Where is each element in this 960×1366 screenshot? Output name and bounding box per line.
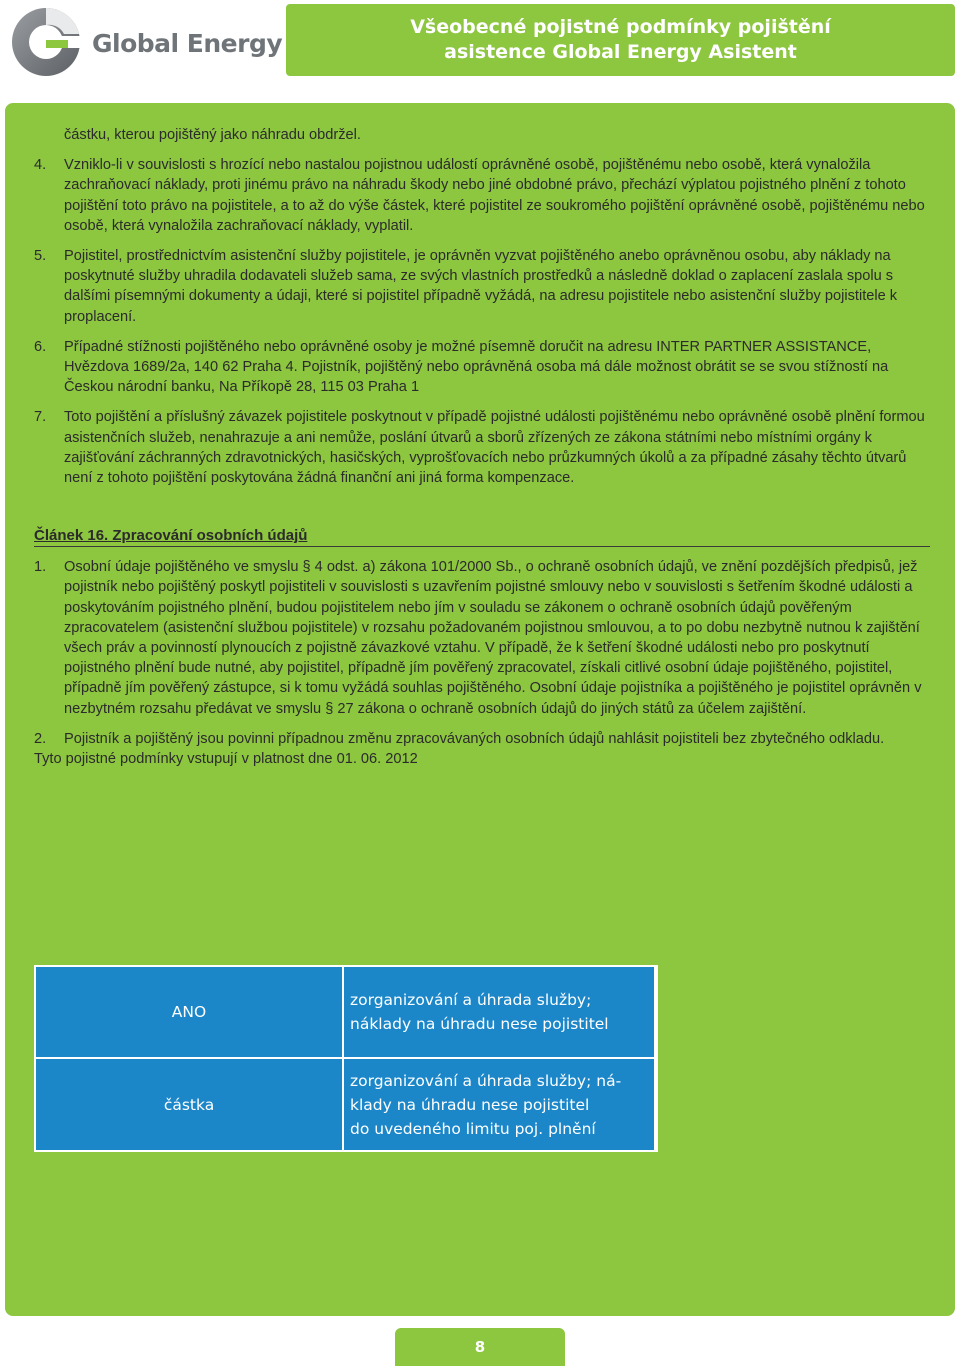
page-number: 8 <box>474 1338 486 1356</box>
page-number-tab <box>395 1328 565 1366</box>
item-text: Pojistitel, prostřednictvím asistenční služby pojistitele, je oprávněn vyzvat pojištěného anebo oprávněnou osobu, aby náklady na poskytnuté služby uhradila dodavateli služeb sama, ze svých vlastních prostředků a následně doklad o zaplacení zaslala spolu s dalšími písemnými dokumenty a údaji, které si pojistitel případně vyžádá, na adresu pojistitele nebo asistenční služby pojistitele k proplacení. <box>64 248 898 325</box>
list-item <box>34 729 930 749</box>
table-cell: ANO <box>36 967 342 1057</box>
list-item <box>34 155 930 236</box>
item-number: 4. <box>34 157 47 174</box>
article-heading: Článek 16. Zpracování osobních údajů <box>34 526 930 547</box>
table-cell: zorganizování a úhrada služby; náklady na úhradu nese pojistitel <box>344 967 654 1057</box>
coverage-table <box>34 965 658 1152</box>
item-text: Vzniklo-li v souvislosti s hrozící nebo nastalou pojistnou událostí oprávněné osobě, pojištěnému nebo osobě, která vynaložila zachraňovací náklady, proti jinému právo na náhradu škody nebo jiné obdobné právo, přechází výplatou pojistného plnění z tohoto pojištění toto právo na pojistitele, a to až do výše částek, které pojistitel ze soukromého pojištění oprávněné osobě, pojištěnému nebo osobě, která vynaložila zachraňovací náklady, vyplatil. <box>64 157 925 234</box>
logo <box>6 4 283 80</box>
list-item <box>34 407 930 488</box>
document-title-line2: asistence Global Energy Asistent <box>444 41 797 63</box>
table-cell: zorganizování a úhrada služby; ná- klady na úhradu nese pojistitel do uvedeného limitu poj. plnění <box>344 1059 654 1150</box>
content-text <box>34 125 930 769</box>
validity-statement: Tyto pojistné podmínky vstupují v platnost dne 01. 06. 2012 <box>34 751 418 768</box>
content-panel <box>5 103 955 1316</box>
document-title-line1: Všeobecné pojistné podmínky pojištění <box>410 16 831 38</box>
item-number: 7. <box>34 409 47 426</box>
document-title-banner <box>286 4 955 76</box>
item-number: 6. <box>34 338 47 355</box>
global-energy-logo-icon <box>6 4 86 80</box>
intro-continuation: částku, kterou pojištěný jako náhradu obdržel. <box>64 127 361 143</box>
list-item <box>34 557 930 719</box>
list-item <box>34 337 930 398</box>
item-text: Případné stížnosti pojištěného nebo oprávněné osoby je možné písemně doručit na adresu INTER PARTNER ASSISTANCE, Hvězdova 1689/2a, 140 62 Praha 4. Pojistník, pojištěný nebo oprávněná osoba má dále možnost obrátit se se svou stížností na Českou národní banku, Na Příkopě 28, 115 03 Praha 1 <box>64 338 889 396</box>
brand-name: Global Energy <box>92 29 283 58</box>
list-item <box>34 246 930 327</box>
item-number: 1. <box>34 559 47 576</box>
table-cell: částka <box>36 1059 342 1150</box>
item-number: 5. <box>34 248 47 265</box>
item-text: Toto pojištění a příslušný závazek pojistitele poskytnout v případě pojistné události pojištěnému nebo oprávněné osobě plnění formou asistenčních služeb, nenahrazuje a ani nemůže, poslání útvarů a sborů zřízených ze zákona státními nebo místními orgány k zajišťování záchranných zdravotnických, hasičských, vyprošťovacích nebo průzkumných úkolů a za případné zásahy těchto útvarů není z tohoto pojištění poskytována žádná finanční ani jiná forma kompenzace. <box>64 409 925 487</box>
item-text: Osobní údaje pojištěného ve smyslu § 4 odst. a) zákona 101/2000 Sb., o ochraně osobních údajů, ve znění pozdějších předpisů, jež pojistník nebo pojištěný poskytl pojistiteli v souvislosti s uzavřením pojistné smlouvy nebo v souvislosti s šetřením škodné události a poskytováním pojistného plnění, budou pojistitelem nebo jím v souladu se zákonem o ochraně osobních údajů pověřeným zpracovatelem (asistenční službou pojistitele) v rozsahu požadovaném pojistnou smlouvou, a to po dobu nezbytně nutnou k zajištění všech práv a povinností plynoucích z pojistně závazkové vztahu. V případě, že k šetření škodné události nebo pro poskytnutí pojistného plnění bude nutné, aby pojistitel, případně jím pověřený zpracovatel, získali citlivé osobní údaje pojištěného, pojistitel, případně jím pověřený zástupce, si k tomu vyžádá souhlas pojištěného. Osobní údaje pojistníka a pojištěného je pojistitel oprávněn v nezbytném rozsahu předávat ve smyslu § 27 zákona o ochraně osobních údajů do jiných států za účelem zajištění. <box>64 559 922 717</box>
item-text: Pojistník a pojištěný jsou povinni případnou změnu zpracovávaných osobních údajů nahlásit pojistiteli bez zbytečného odkladu. <box>64 730 885 747</box>
item-number: 2. <box>34 730 47 747</box>
